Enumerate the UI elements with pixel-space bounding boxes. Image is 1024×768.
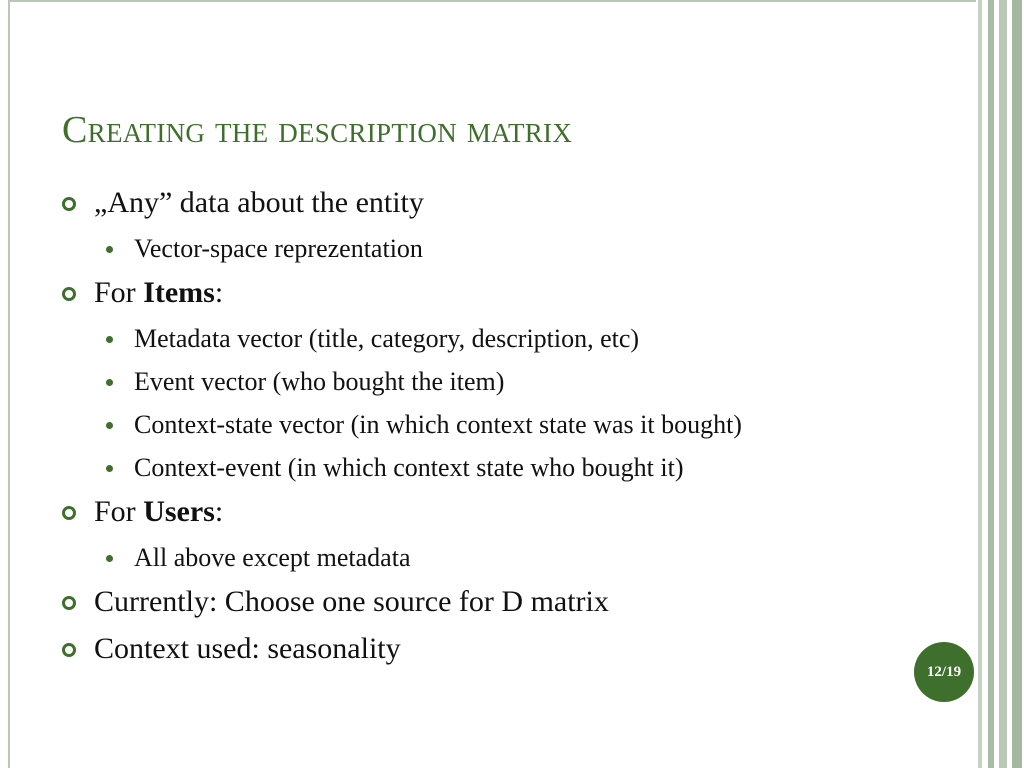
bullet-currently (62, 584, 882, 620)
stripe (999, 0, 1007, 768)
slide-title: Creating the description matrix (62, 109, 573, 151)
sub-bullet-context-state-vector (62, 408, 882, 442)
bullet-text: „Any” data about the entity (94, 186, 424, 219)
bullet-any-data (62, 185, 882, 221)
bullet-text-suffix: : (214, 495, 224, 528)
dot-bullet-icon (106, 465, 113, 472)
bullet-text-prefix: For (94, 276, 144, 309)
bullet-for-users (62, 494, 882, 530)
sub-bullet-vector-space (62, 232, 882, 266)
ring-bullet-icon (62, 287, 76, 301)
sub-bullet-text: Context-event (in which context state who bought it) (134, 453, 684, 482)
stripe (978, 0, 982, 768)
sub-bullet-text: Vector-space reprezentation (134, 234, 423, 263)
sub-bullet-text: Metadata vector (title, category, description, etc) (134, 324, 640, 353)
bullet-text: Context used: seasonality (94, 632, 401, 665)
slide-frame-left-line (8, 0, 10, 768)
bullet-text-prefix: For (94, 495, 144, 528)
bullet-text-bold: Users (143, 495, 215, 528)
stripe (1012, 0, 1022, 768)
slide-frame-top-line (8, 0, 978, 2)
decorative-stripes (976, 0, 1024, 768)
bullet-context-used (62, 631, 882, 667)
bullet-text-suffix: : (214, 276, 224, 309)
slide-body (62, 185, 882, 678)
sub-bullet-text: Context-state vector (in which context state was it bought) (134, 410, 742, 439)
ring-bullet-icon (62, 596, 76, 610)
ring-bullet-icon (62, 643, 76, 657)
sub-bullet-all-above (62, 541, 882, 575)
bullet-text-bold: Items (143, 276, 215, 309)
dot-bullet-icon (106, 379, 113, 386)
ring-bullet-icon (62, 197, 76, 211)
sub-bullet-event-vector (62, 365, 882, 399)
bullet-for-items (62, 275, 882, 311)
sub-bullet-text: All above except metadata (134, 543, 411, 572)
dot-bullet-icon (106, 336, 113, 343)
sub-bullet-context-event (62, 451, 882, 485)
sub-bullet-text: Event vector (who bought the item) (134, 367, 505, 396)
dot-bullet-icon (106, 555, 113, 562)
stripe (988, 0, 994, 768)
dot-bullet-icon (106, 246, 113, 253)
bullet-text: Currently: Choose one source for D matrix (94, 585, 609, 618)
page-number-badge: 12/19 (914, 642, 974, 702)
dot-bullet-icon (106, 422, 113, 429)
sub-bullet-metadata-vector (62, 322, 882, 356)
ring-bullet-icon (62, 506, 76, 520)
